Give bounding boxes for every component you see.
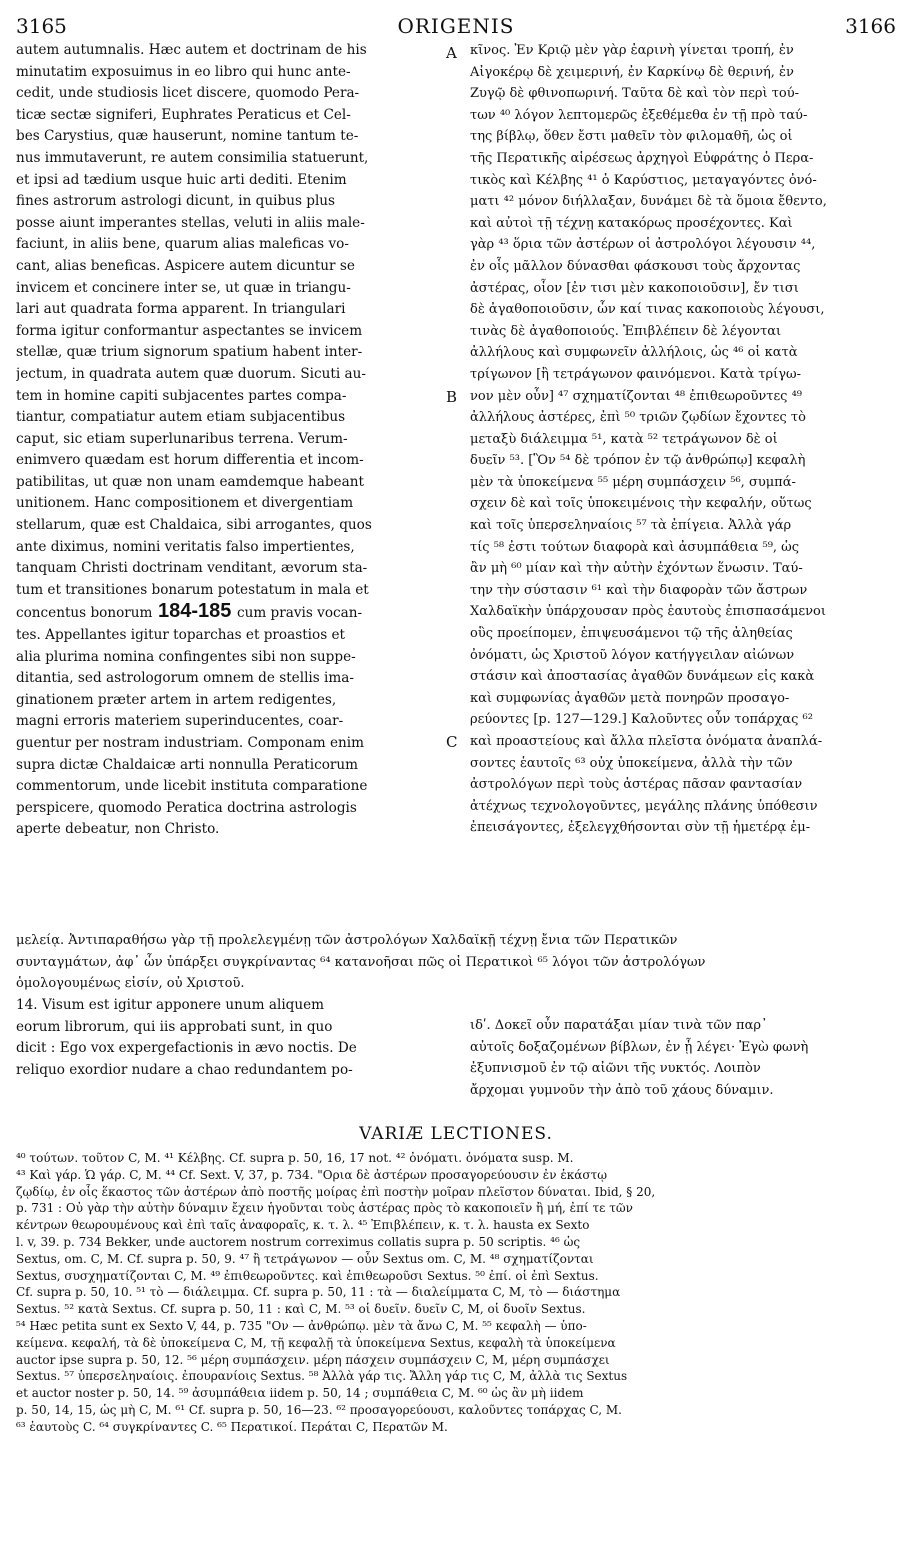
margin-marker-c: C: [446, 733, 458, 751]
latin-line: aperte debeatur, non Christo.: [16, 821, 220, 838]
full-line: ὁμολογουμένως εἰσίν, οὐ Χριστοῦ.: [16, 976, 245, 992]
latin-line: tes. Appellantes igitur toparchas et proastios et: [16, 627, 345, 644]
greek-line: τῆς Περατικῆς αἱρέσεως ἀρχηγοὶ Εὐφράτης ὁ Περα-: [470, 150, 814, 166]
variae-lectiones-title: VARIÆ LECTIONES.: [359, 1124, 553, 1144]
latin-line: patibilitas, ut quæ non unam eamdemque habeant: [16, 473, 364, 490]
greek-line: Χαλδαϊκὴν ὑπάρχουσαν πρὸς ἑαυτοὺς ἐπισπασάμενοι: [470, 604, 826, 620]
greek-line: γὰρ ⁴³ ὅρια τῶν ἀστέρων οἱ ἀστρολόγοι λέγουσιν ⁴⁴,: [470, 237, 816, 253]
greek-line: δυεῖν ⁵³. [Ὃν ⁵⁴ δὲ τρόπον ἐν τῷ ἀνθρώπῳ] κεφαλὴ: [470, 453, 806, 469]
greek-line: ἀλλήλους καὶ συμφωνεῖν ἀλλήλοις, ὡς ⁴⁶ οἱ κατὰ: [470, 345, 798, 361]
left-page-number: 3165: [16, 14, 67, 38]
variant-line: Sextus, συσχηματίζονται C, M. ⁴⁹ ἐπιθεωροῦντες. καὶ ἐπιθεωροῦσι Sextus. ⁵⁰ ἐπί. οἱ ἐπὶ Sextus.: [16, 1268, 599, 1283]
full-width-greek: [16, 930, 900, 995]
latin-line: commentorum, unde licebit instituta comparatione: [16, 778, 368, 795]
variant-line: p. 50, 14, 15, ὡς μὴ C, M. ⁶¹ Cf. supra p. 50, 16—23. ⁶² προσαγορεύουσι, καλοῦντες τοπάρχας C, M.: [16, 1402, 622, 1417]
greek-column: [470, 40, 900, 839]
variant-line: κείμενα. κεφαλή, τὰ δὲ ὑποκείμενα C, M, τῇ κεφαλῇ τὰ ὑποκείμενα Sextus, κεφαλὴ τὰ ὑποκείμενα: [16, 1335, 616, 1350]
latin14-line: 14. Visum est igitur apponere unum aliquem: [16, 997, 325, 1013]
latin-line: jectum, in quadrata autem quæ duorum. Sicuti au-: [16, 365, 366, 382]
latin-line: cedit, unde studiosis licet discere, quomodo Pera-: [16, 85, 360, 102]
greek-line: μεταξὺ διάλειμμα ⁵¹, κατὰ ⁵² τετράγωνον δὲ οἱ: [470, 431, 778, 447]
variae-lectiones: [16, 1150, 900, 1436]
greek-line: της βίβλῳ, ὅθεν ἔστι μαθεῖν τὸν φιλομαθῆ, ὡς οἱ: [470, 129, 793, 145]
greek-line: την τὴν σύστασιν ⁶¹ καὶ τὴν διαφορὰν τῶν ἄστρων: [470, 582, 808, 598]
latin-line: tiantur, compatiatur autem etiam subjacentibus: [16, 409, 346, 426]
greek-section-14: [470, 1015, 900, 1101]
greek-line: τρίγωνον [ἢ τετράγωνον φαινόμενοι. Κατὰ τρίγω-: [470, 366, 802, 382]
greek-line: καὶ προαστείους καὶ ἄλλα πλεῖστα ὀνόματα ἀναπλά-: [470, 734, 823, 749]
latin-line: tanquam Christi doctrinam venditant, ævorum sta-: [16, 560, 368, 577]
greek-line: τινὰς δὲ ἀγαθοποιούς. Ἐπιβλέπειν δὲ λέγονται: [470, 323, 782, 339]
latin-line: autem autumnalis. Hæc autem et doctrinam de his: [16, 42, 367, 58]
greek-line: σοντες ἑαυτοῖς ⁶³ οὐχ ὑποκείμενα, ἀλλὰ τὴν τῶν: [470, 755, 793, 771]
greek-line: ἀλλήλους ἀστέρες, ἐπὶ ⁵⁰ τριῶν ζῳδίων ἔχοντες τὸ: [470, 410, 806, 426]
latin-line: caput, sic etiam superlunaribus terrena. Verum-: [16, 430, 348, 447]
latin-line: posse aiunt imperantes stellas, veluti in aliis male-: [16, 214, 365, 231]
running-title: ORIGENIS: [397, 14, 515, 38]
variant-line: Sextus, om. C, M. Cf. supra p. 50, 9. ⁴⁷ ἢ τετράγωνον — οὖν Sextus om. C, M. ⁴⁸ σχηματίζονται: [16, 1251, 594, 1266]
latin-section-14: [16, 995, 444, 1081]
greek-line: Ζυγῷ δὲ φθινοπωρινή. Ταῦτα δὲ καὶ τὸν περὶ τού-: [470, 86, 800, 102]
latin14-line: eorum librorum, qui iis approbati sunt, in quo: [16, 1018, 333, 1035]
latin-line: magni erroris materiem superinducentes, coar-: [16, 713, 344, 730]
greek-line: καὶ τοῖς ὑπερσεληναίοις ⁵⁷ τὰ ἐπίγεια. Ἀλλὰ γάρ: [470, 518, 792, 534]
variant-line: ⁵⁴ Hæc petita sunt ex Sexto V, 44, p. 735 "Ον — ἀνθρώπῳ. μὲν τὰ ἄνω C, M. ⁵⁵ κεφαλὴ — ὑπο-: [16, 1318, 587, 1333]
latin-line: forma igitur conformantur aspectantes se invicem: [16, 322, 363, 339]
greek14-line: ιδʹ. Δοκεῖ οὖν παρατάξαι μίαν τινὰ τῶν παρ᾽: [470, 1018, 768, 1033]
greek14-line: αὐτοῖς δοξαζομένων βίβλων, ἐν ᾗ λέγει· Ἐγὼ φωνὴ: [470, 1039, 809, 1055]
greek-line: ρεύοντες [p. 127—129.] Καλοῦντες οὖν τοπάρχας ⁶²: [470, 712, 813, 728]
full-line: συνταγμάτων, ἀφ᾽ ὧν ὑπάρξει συγκρίναντας ⁶⁴ κατανοῆσαι πῶς οἱ Περατικοὶ ⁶⁵ λόγοι τῶν ἀστρολόγων: [16, 954, 706, 970]
greek14-line: ἄρχομαι γυμνοῦν τὴν ἀπὸ τοῦ χάους δύναμιν.: [470, 1082, 774, 1098]
greek-line: τικὸς καὶ Κέλβης ⁴¹ ὁ Καρύστιος, μεταγαγόντες ὀνό-: [470, 172, 817, 188]
greek-line: δὲ ἀγαθοποιοῦσιν, ὧν καί τινας κακοποιοὺς λέγουσι,: [470, 302, 825, 318]
greek14-line: ἐξυπνισμοῦ ἐν τῷ αἰῶνι τῆς νυκτός. Λοιπὸν: [470, 1061, 761, 1077]
greek-line: καὶ αὐτοὶ τῇ τέχνῃ κατακόρως προσέχοντες. Καὶ: [470, 215, 793, 231]
greek-line: ἂν μὴ ⁶⁰ μίαν καὶ τὴν αὐτὴν ἐχόντων ἕνωσιν. Ταύ-: [470, 561, 803, 577]
greek-line: ματι ⁴² μόνον διήλλαξαν, δυνάμει δὲ τὰ ὅμοια ἔθεντο,: [470, 194, 827, 210]
latin-line: faciunt, in aliis bene, quarum alias maleficas vo-: [16, 236, 349, 253]
latin-line: ginationem præter artem in artem redigentes,: [16, 691, 337, 708]
latin-line: guentur per nostram industriam. Componam enim: [16, 735, 365, 751]
greek-line: κῖνος. Ἐν Κριῷ μὲν γὰρ ἐαρινὴ γίνεται τροπή, ἐν: [470, 43, 794, 58]
latin14-line: dicit : Ego vox expergefactionis in ævo noctis. De: [16, 1040, 357, 1057]
variant-line: Sextus. ⁵⁷ ὑπερσεληναίοις. ἐπουρανίοις Sextus. ⁵⁸ Ἀλλὰ γάρ τις. Ἄλλη γάρ τις C, M, ἀλλὰ τις Sextus: [16, 1369, 628, 1384]
greek-line: σχειν δὲ καὶ τοῖς ὑποκειμένοις τὴν κεφαλήν, οὕτως: [470, 496, 812, 512]
latin-line: tem in homine capiti subjacentes partes compa-: [16, 387, 347, 404]
variant-line: Cf. supra p. 50, 10. ⁵¹ τὸ — διάλειμμα. Cf. supra p. 50, 11 : τὰ — διαλείμματα C, M, τὸ — διάστημα: [16, 1285, 621, 1300]
latin-line: nus immutaverunt, re autem consimilia statuerunt,: [16, 149, 369, 166]
greek-line: ἐν οἷς μᾶλλον δύνασθαι φάσκουσι τοὺς ἄρχοντας: [470, 258, 801, 274]
greek-line: ἀστέρας, οἷον [ἐν τισι μὲν κακοποιοῦσιν], ἔν τισι: [470, 280, 799, 296]
latin-line: ditantia, sed astrologorum omnem de stellis ima-: [16, 670, 354, 687]
margin-marker-b: B: [446, 388, 458, 406]
latin-line: unitionem. Hanc compositionem et divergentiam: [16, 495, 354, 512]
latin-line: lari aut quadrata forma apparent. In triangulari: [16, 301, 346, 318]
latin14-line: reliquo exordior nudare a chao redundantem po-: [16, 1061, 353, 1078]
variant-line: l. v, 39. p. 734 Bekker, unde auctorem nostrum correximus collatis supra p. 50 scriptis. ⁴⁶ ὡς: [16, 1234, 581, 1249]
greek-line: ἐπεισάγοντες, ἐξελεγχθήσονται σὺν τῇ ἡμετέρᾳ ἐμ-: [470, 820, 811, 836]
inline-after-text: cum pravis vocan-: [236, 605, 363, 622]
greek-line: νον μὲν οὖν] ⁴⁷ σχηματίζονται ⁴⁸ ἐπιθεωροῦντες ⁴⁹: [470, 388, 803, 404]
variant-line: κέντρων θεωρουμένους καὶ ἐπὶ ταῖς ἀναφοραῖς, κ. τ. λ. ⁴⁵ Ἐπιβλέπειν, κ. τ. λ. hausta ex Sexto: [16, 1218, 590, 1233]
greek-line: ἀστρολόγων περὶ τοὺς ἀστέρας πᾶσαν φαντασίαν: [470, 777, 803, 793]
variant-line: ⁴⁰ τούτων. τοῦτον C, M. ⁴¹ Κέλβης. Cf. supra p. 50, 16, 17 not. ⁴² ὀνόματι. ὀνόματα susp. M.: [16, 1151, 574, 1165]
variant-line: p. 731 : Οὐ γὰρ τὴν αὐτὴν δύναμιν ἔχειν ἡγοῦνται τοὺς ἀστέρας πρὸς τὸ κακοποιεῖν ἢ μή, ἐπί τε τῶν: [16, 1201, 633, 1216]
latin-line: stellæ, quæ trium signorum spatium habent inter-: [16, 344, 363, 361]
latin-line: ticæ sectæ signiferi, Euphrates Peraticus et Cel-: [16, 106, 351, 123]
latin-line: concentus bonorum 184-185 cum pravis vocan-: [16, 601, 363, 623]
margin-marker-a: A: [446, 44, 457, 62]
latin-line: bes Carystius, quæ hauserunt, nomine tantum te-: [16, 128, 359, 145]
greek-line: στάσιν καὶ ἀποστασίας ἀγαθῶν δυνάμεων εἰς κακὰ: [470, 669, 815, 685]
variant-line: ζῳδίῳ, ἐν οἷς ἕκαστος τῶν ἀστέρων ἀπὸ ποστῆς μοίρας ἐπὶ ποστὴν μοῖραν πλεῖστον δύναται. Ibid, § 20,: [16, 1184, 656, 1199]
latin-line: et ipsi ad tædium usque huic arti dediti. Etenim: [16, 171, 347, 188]
greek-line: των ⁴⁰ λόγον λεπτομερῶς ἐξεθέμεθα ἐν τῇ πρὸ ταύ-: [470, 107, 808, 123]
latin-line: invicem et concinere inter se, ut quæ in triangu-: [16, 279, 351, 296]
latin-line: stellarum, quæ est Chaldaica, sibi arrogantes, quos: [16, 517, 372, 534]
variant-line: ⁶³ ἑαυτοὺς C. ⁶⁴ συγκρίναντες C. ⁶⁵ Περατικοί. Περάται C, Περατῶν M.: [16, 1419, 448, 1434]
latin-line: enimvero quædam est horum differentia et incom-: [16, 452, 364, 469]
latin-line: tum et transitiones bonarum potestatum in mala et: [16, 581, 369, 598]
inline-page-ref: 184-185: [152, 601, 237, 623]
page-header: [16, 14, 896, 40]
latin-line: fines astrorum astrologi dicunt, in quibus plus: [16, 193, 336, 210]
variant-line: et auctor noster p. 50, 14. ⁵⁹ ἀσυμπάθεια iidem p. 50, 14 ; συμπάθεια C, M. ⁶⁰ ὡς ἂν μὴ iidem: [16, 1386, 584, 1401]
greek-line: καὶ συμφωνίας ἀγαθῶν μετὰ πονηρῶν προσαγο-: [470, 690, 790, 706]
right-page-number: 3166: [845, 14, 896, 38]
greek-line: μὲν τὰ ὑποκείμενα ⁵⁵ μέρη συμπάσχειν ⁵⁶, συμπά-: [470, 474, 796, 490]
latin-line: supra dictæ Chaldaicæ arti nonnulla Peraticorum: [16, 756, 359, 773]
full-line: μελείᾳ. Ἀντιπαραθήσω γὰρ τῇ προλελεγμένῃ τῶν ἀστρολόγων Χαλδαϊκῇ τέχνῃ ἔνια τῶν Περατικῶν: [16, 933, 678, 948]
latin-line: ante diximus, nomini veritatis falso impertientes,: [16, 538, 355, 555]
variant-line: auctor ipse supra p. 50, 12. ⁵⁶ μέρη συμπάσχειν. μέρη πάσχειν συμπάσχειν C, M, μέρη συμπάσχει: [16, 1352, 610, 1367]
greek-line: οὓς προείπομεν, ἐπιψευσάμενοι τῷ τῆς ἀληθείας: [470, 626, 793, 642]
variant-line: ⁴³ Καὶ γάρ. Ὡ γάρ. C, M. ⁴⁴ Cf. Sext. V, 37, p. 734. "Ορια δὲ ἀστέρων προσαγορεύουσιν ἐν ἑκάστῳ: [16, 1167, 608, 1182]
latin-line: alia plurima nomina confingentes sibi non suppe-: [16, 648, 356, 665]
latin-line: perspicere, quomodo Peratica doctrina astrologis: [16, 799, 357, 816]
greek-line: Αἰγοκέρῳ δὲ χειμερινή, ἐν Καρκίνῳ δὲ θερινή, ἐν: [470, 64, 794, 80]
greek-line: ὀνόματι, ὡς Χριστοῦ λόγον κατήγγειλαν αἰώνων: [470, 647, 795, 663]
greek-line: τίς ⁵⁸ ἐστι τούτων διαφορὰ καὶ ἀσυμπάθεια ⁵⁹, ὡς: [470, 539, 800, 555]
variant-line: Sextus. ⁵² κατὰ Sextus. Cf. supra p. 50, 11 : καὶ C, M. ⁵³ οἱ δυεῖν. δυεῖν C, M, οἱ δυοῖν Sextus.: [16, 1302, 586, 1317]
latin-line: cant, alias beneficas. Aspicere autem dicuntur se: [16, 257, 355, 274]
latin-line: minutatim exposuimus in eo libro qui hunc ante-: [16, 63, 351, 80]
latin-column: [16, 40, 444, 841]
greek-line: ἀτέχνως τεχνολογοῦντες, μεγάλης πλάνης ὑπόθεσιν: [470, 798, 818, 814]
